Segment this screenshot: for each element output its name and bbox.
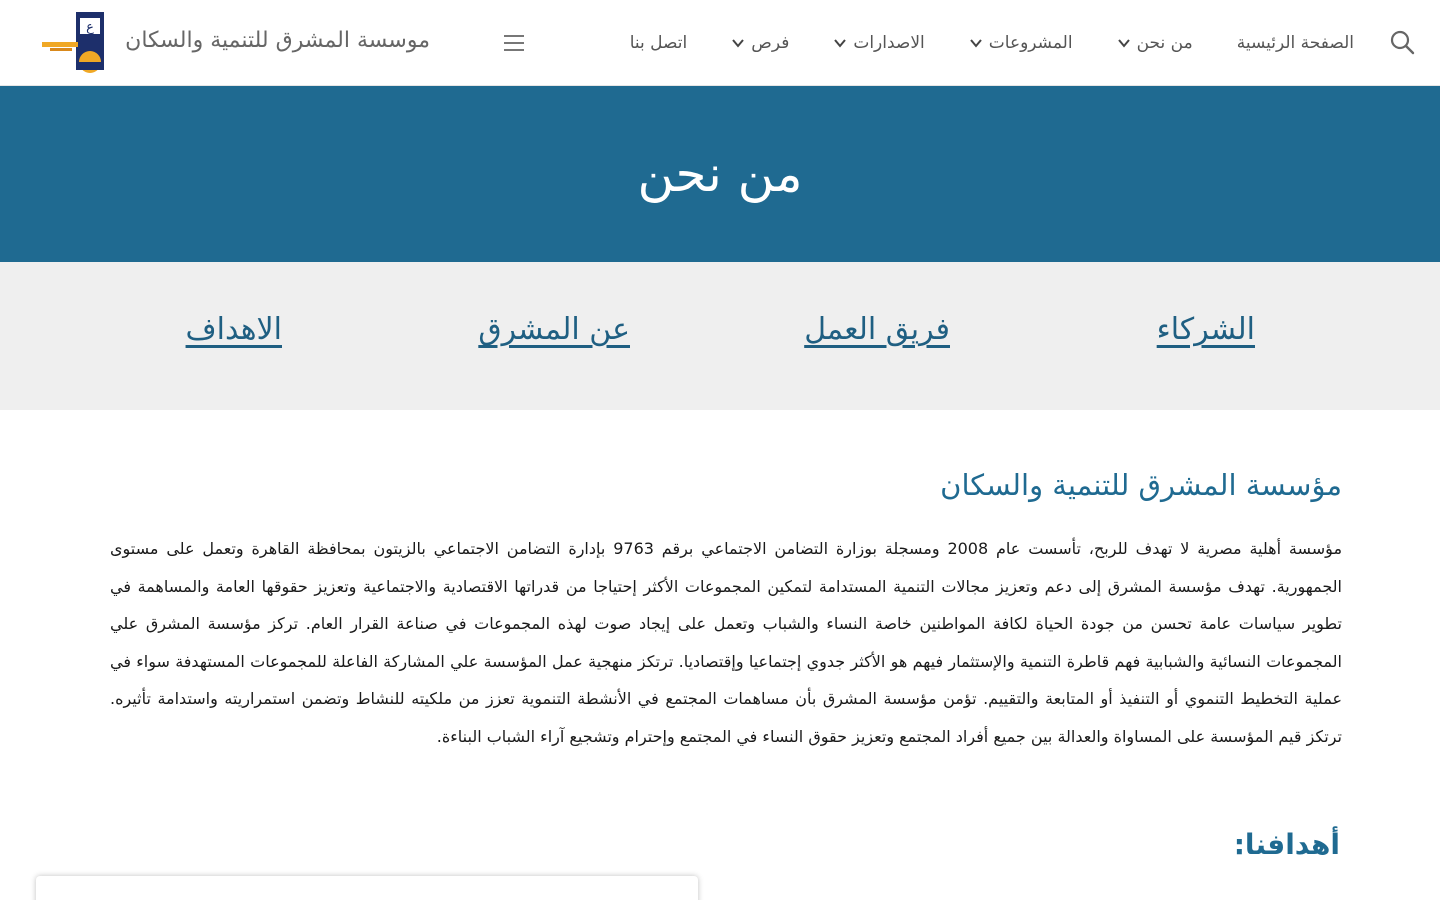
nav-item-projects[interactable] [969,33,1073,53]
nav-item-contact[interactable] [630,33,688,53]
search-button[interactable] [1386,26,1418,58]
nav-item-label: الاصدارات [853,33,925,53]
mashreq-foundation-logo [40,12,110,74]
search-icon [1389,29,1415,55]
subnav-link-goals[interactable]: الاهداف [185,312,282,347]
page-title: من نحن [637,145,803,203]
site-header [0,0,1440,86]
nav-item-label: اتصل بنا [629,33,688,53]
nav-item-about[interactable] [1117,33,1193,53]
nav-item-publications[interactable] [833,33,924,53]
nav-item-label: الصفحة الرئيسية [1236,33,1354,53]
org-description: مؤسسة أهلية مصرية لا تهدف للربح، تأسست عام 2008 ومسجلة بوزارة التضامن الاجتماعي برقم 9763 بإدارة التضامن الاجتماعي بالزيتون بمحافظة القاهرة وتعمل على مستوى الجمهورية. تهدف مؤسسة المشرق إلى دعم وتعزيز مجالات التنمية المستدامة لتمكين المجموعات الأكثر إحتياجا من قدراتها الاقتصادية والاجتماعية وتعزيز حقوقها العامة والمساهمة في تطوير سياسات عامة تحسن من جودة الحياة لكافة المواطنين خاصة النساء والشباب وتعمل على إيجاد صوت لهذه المجموعات في صناعة القرار العام. تركز مؤسسة المشرق علي المجموعات النسائية والشبابية فهم قاطرة التنمية والإستثمار فيهم هو الأكثر جدوي إجتماعيا وإقتصاديا. ترتكز منهجية عمل المؤسسة علي المشاركة الفاعلة للمجموعات المستهدفة سواء في عملية التخطيط التنموي أو التنفيذ أو المتابعة والتقييم. تؤمن مؤسسة المشرق بأن مساهمات المجتمع في الأنشطة التنموية تعزز من ملكيته للنشاط وتضمن استمراريته واستدامة تأثيره. ترتكز قيم المؤسسة على المساواة والعدالة بين جميع أفراد المجتمع وتعزيز حقوق النساء في المجتمع وإحترام وتشجيع آراء الشباب البناءة. [110,539,1343,746]
content-card [36,876,698,900]
page-hero [0,86,1440,262]
main-content [0,410,1440,900]
chevron-down-icon [833,36,847,50]
chevron-down-icon [1117,36,1131,50]
menu-button[interactable] [500,30,528,56]
chevron-down-icon [731,36,745,50]
org-heading: مؤسسة المشرق للتنمية والسكان [940,468,1342,502]
nav-item-label: فرص [751,33,790,53]
site-title[interactable]: موسسة المشرق للتنمية والسكان [125,28,430,53]
goals-heading: أهدافنا: [1233,828,1340,861]
nav-item-label: من نحن [1136,33,1193,53]
logo[interactable] [40,12,110,74]
nav-item-label: المشروعات [988,33,1073,53]
hamburger-menu-icon [503,34,525,52]
main-nav [630,0,1354,86]
subnav-link-team[interactable]: فريق العمل [804,312,950,347]
nav-item-opportunities[interactable] [731,33,789,53]
svg-text:ع: ع [86,20,94,35]
subnav-link-about-mashreq[interactable]: عن المشرق [478,312,630,347]
nav-item-home[interactable] [1237,33,1354,53]
chevron-down-icon [969,36,983,50]
about-subnav [0,262,1440,410]
subnav-link-partners[interactable]: الشركاء [1156,312,1255,347]
